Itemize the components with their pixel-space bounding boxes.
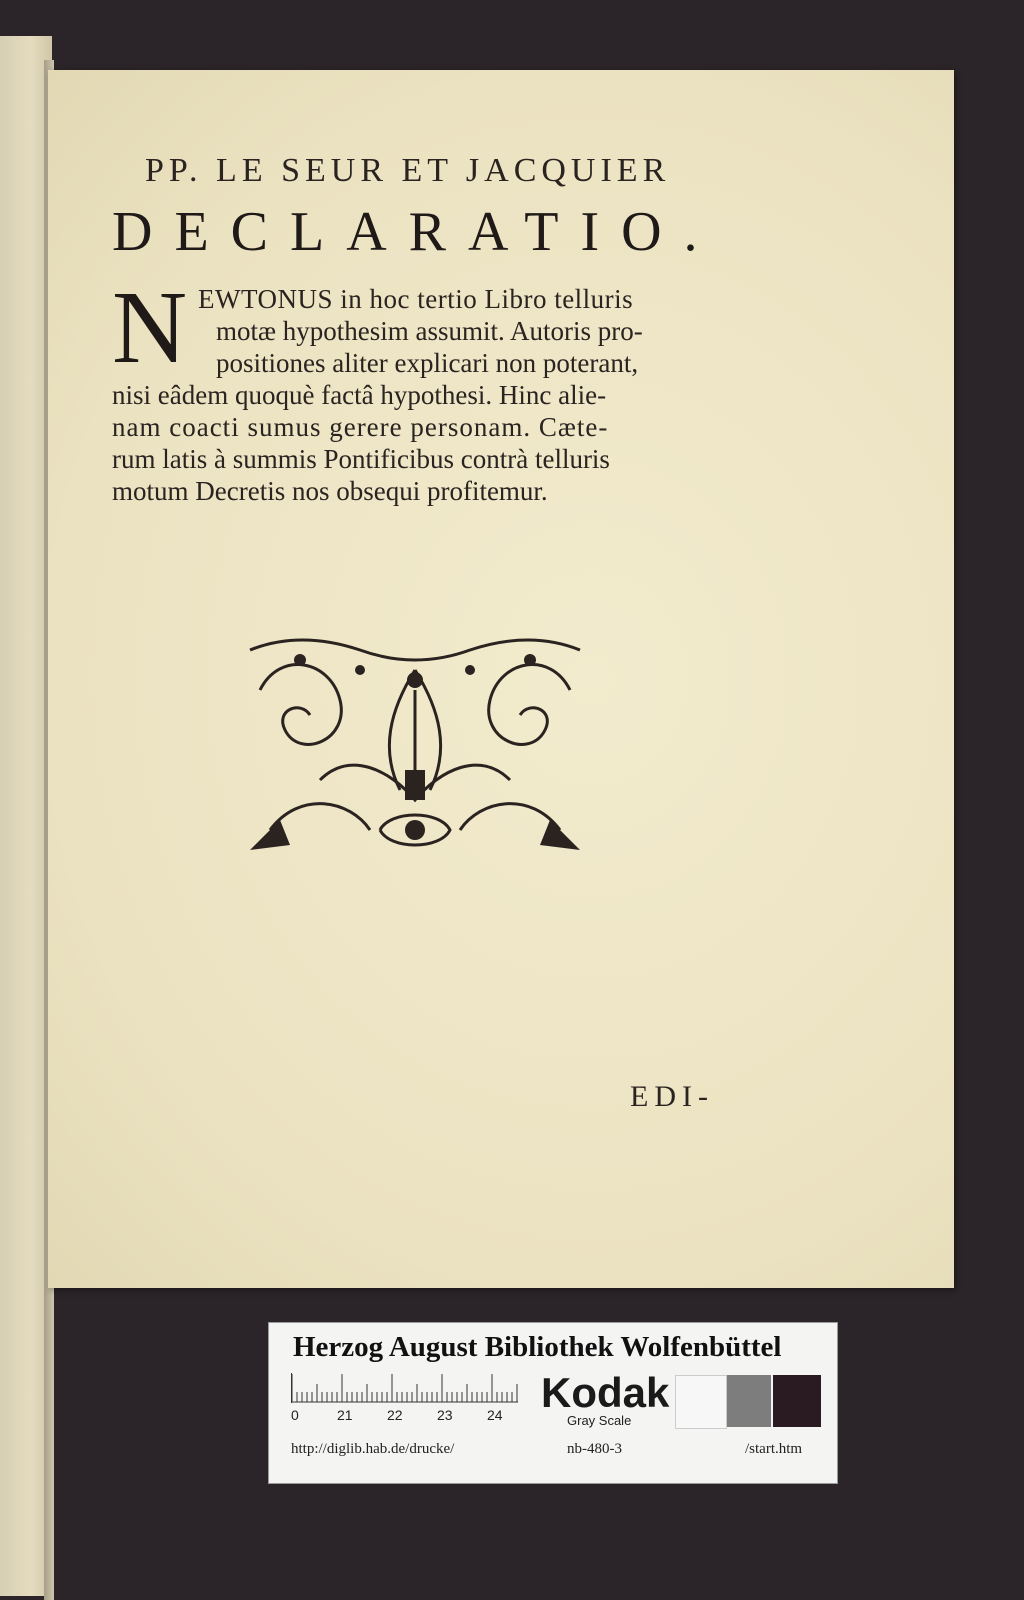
digital-library-url: http://diglib.hab.de/drucke/ [291, 1441, 455, 1457]
library-target-strip [268, 1322, 838, 1484]
ruler-number: 23 [437, 1407, 453, 1423]
gray-patch-dark [773, 1375, 821, 1427]
running-head: PP. LE SEUR ET JACQUIER [145, 152, 671, 189]
body-line: rum latis à summis Pontificibus contrà telluris [112, 444, 610, 474]
gray-scale-label: Gray Scale [567, 1413, 632, 1428]
ruler-number: 24 [487, 1407, 503, 1423]
shelfmark: nb-480-3 [567, 1441, 622, 1457]
drop-capital: N [112, 270, 188, 385]
ruler-number: 21 [337, 1407, 353, 1423]
ruler-scale [291, 1373, 518, 1403]
body-line: nisi eâdem quoquè factâ hypothesi. Hinc alie- [112, 380, 607, 410]
body-line: motum Decretis nos obsequi profitemur. [112, 476, 548, 506]
ruler-number: 0 [291, 1407, 299, 1423]
body-line: positiones aliter explicari non poterant, [216, 348, 639, 378]
library-name: Herzog August Bibliothek Wolfenbüttel [293, 1331, 782, 1363]
woodcut-ornament [240, 630, 590, 860]
start-page-url: /start.htm [745, 1441, 803, 1457]
body-line: nam coacti sumus gerere personam. Cæte- [112, 412, 609, 442]
body-line: EWTONUS in hoc tertio Libro telluris [198, 284, 634, 314]
catchword: EDI- [630, 1080, 714, 1113]
kodak-logo: Kodak [541, 1369, 670, 1416]
page-title: DECLARATIO. [112, 201, 720, 263]
body-line: motæ hypothesim assumit. Autoris pro- [216, 316, 643, 346]
gray-patch-mid [727, 1375, 771, 1427]
gray-patch-white [675, 1375, 727, 1429]
ruler-number: 22 [387, 1407, 403, 1423]
